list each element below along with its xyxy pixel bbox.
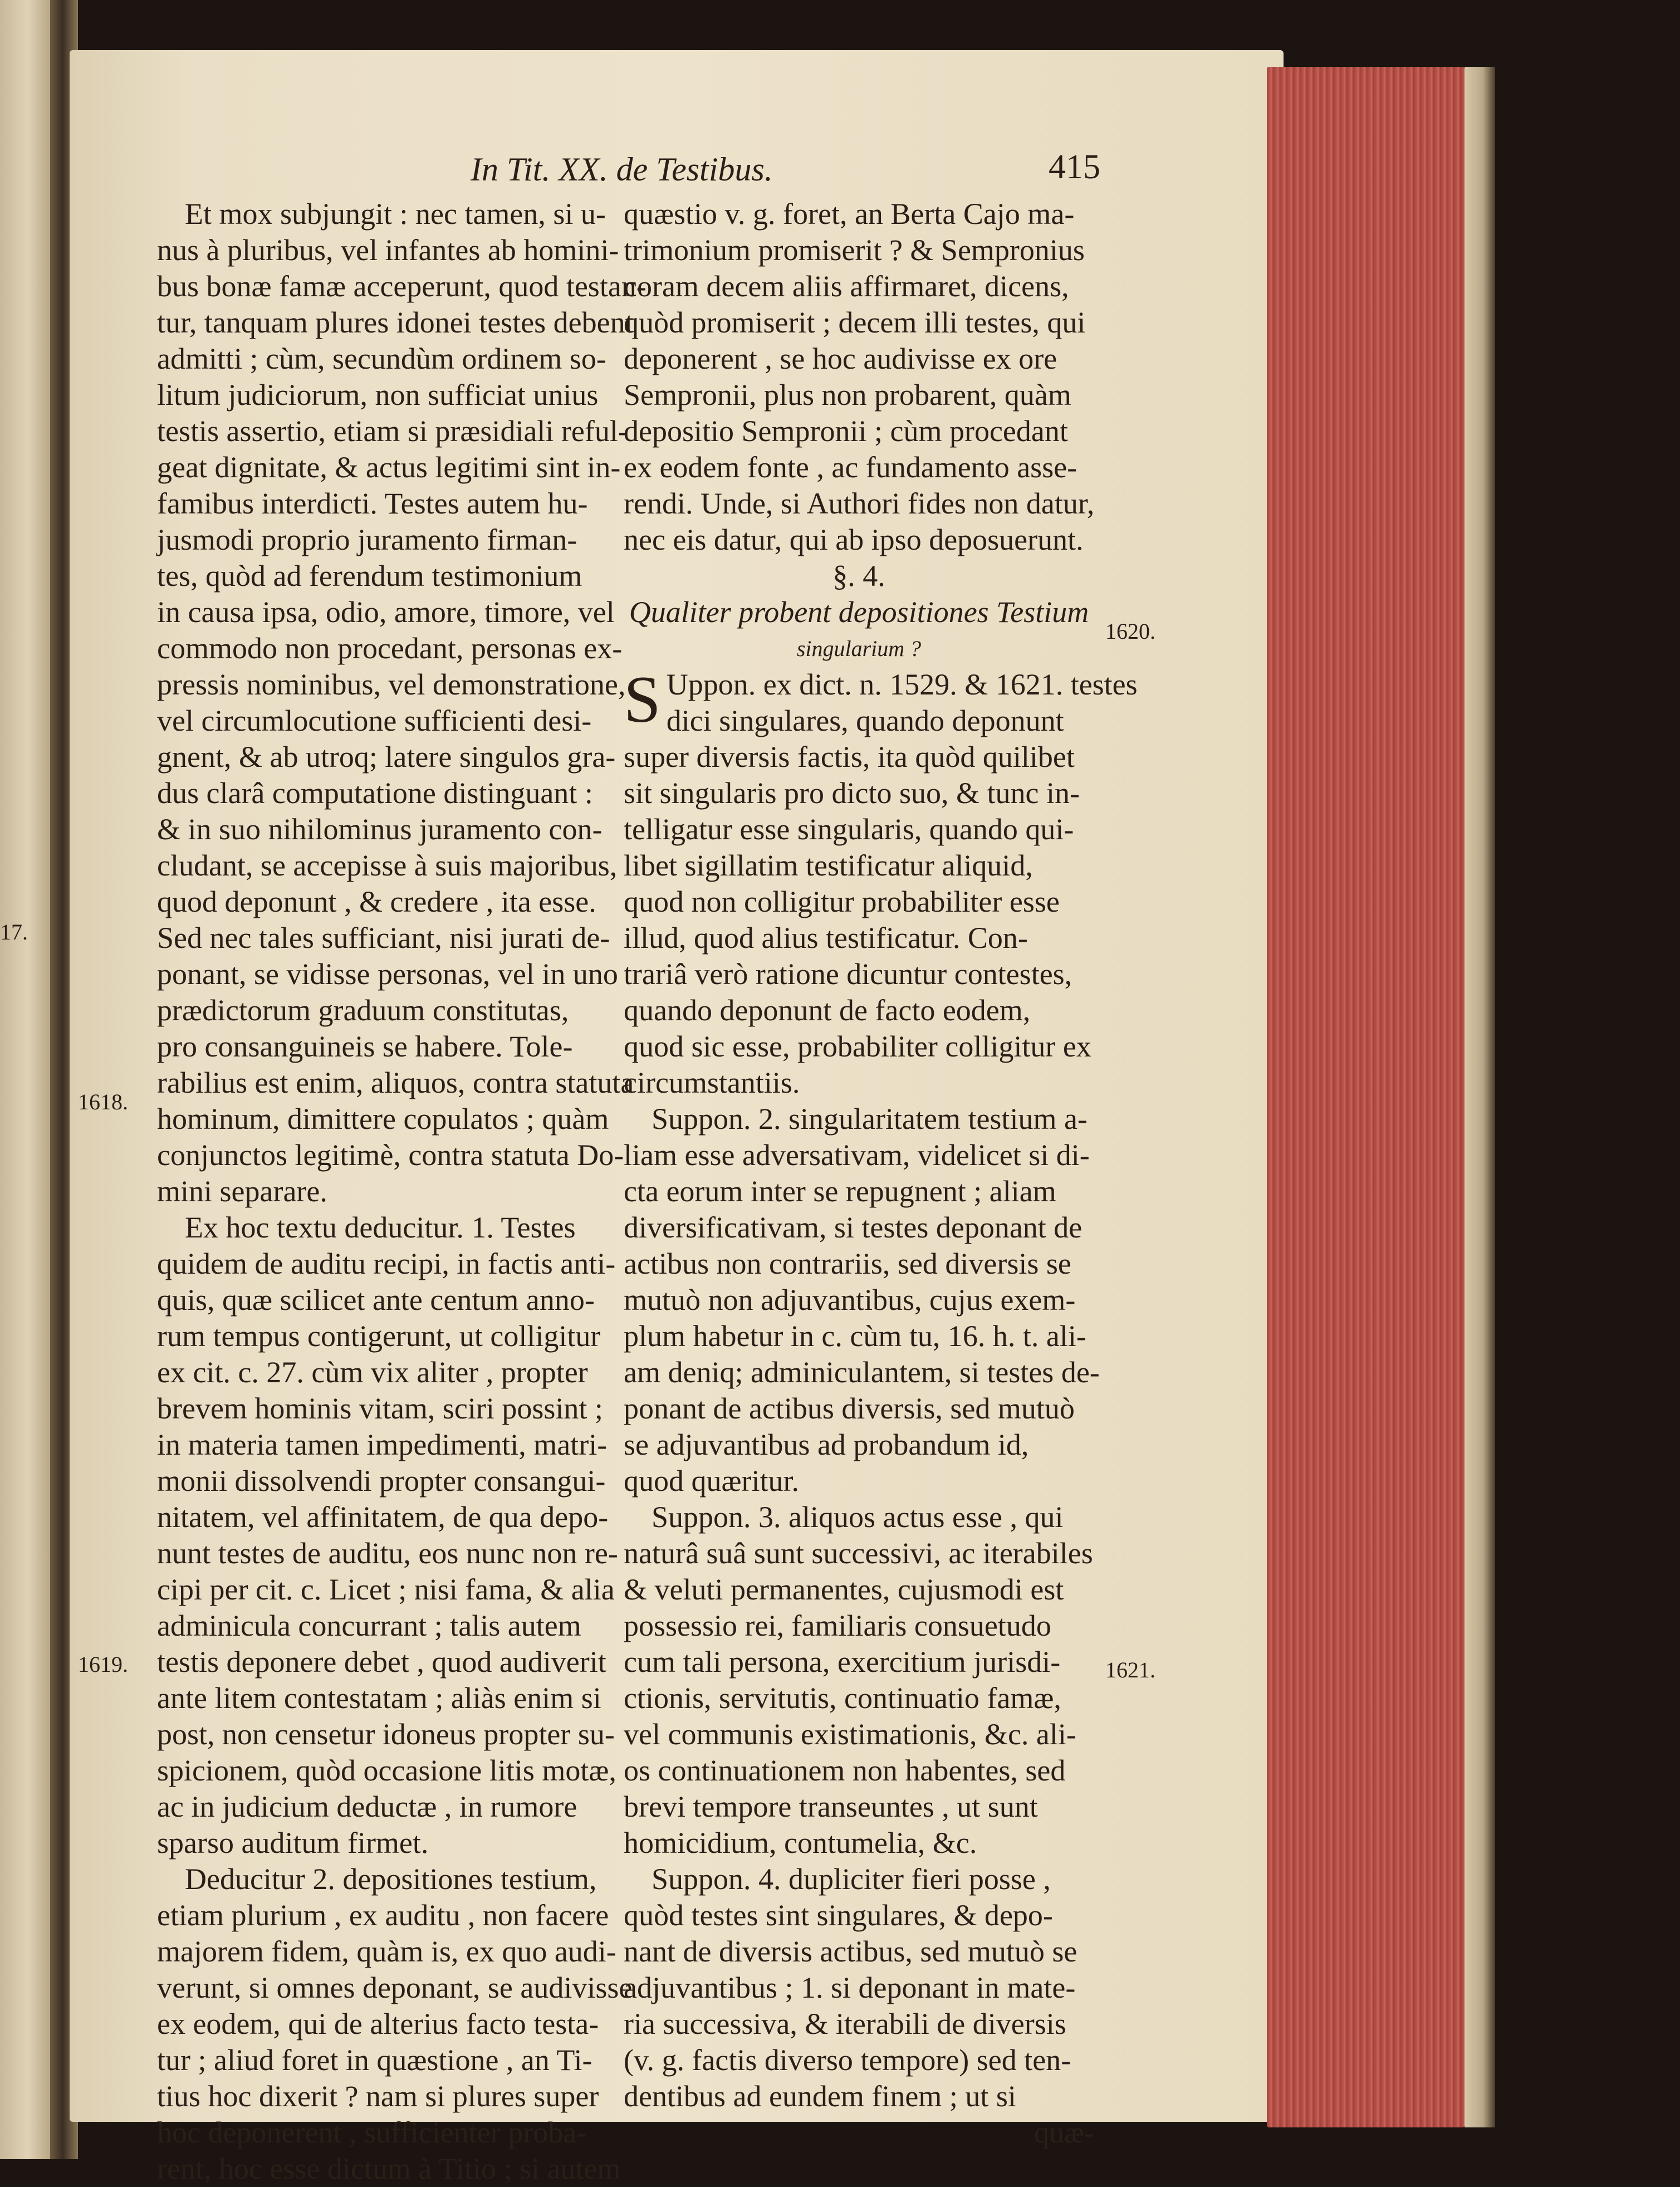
text-line: quòd testes sint singulares, & depo- xyxy=(624,1899,1053,1932)
left-text-column xyxy=(157,196,646,2187)
text-line: admitti ; cùm, secundùm ordinem so- xyxy=(157,342,606,375)
margin-number: 1621. xyxy=(1105,1657,1155,1682)
text-line: ante litem contestatam ; aliàs enim si xyxy=(157,1681,601,1715)
drop-cap: S xyxy=(624,662,661,736)
text-line: sit singularis pro dicto suo, & tunc in- xyxy=(624,776,1080,810)
text-line: actibus non contrariis, sed diversis se xyxy=(624,1247,1071,1280)
text-line: quando deponunt de facto eodem, xyxy=(624,994,1031,1027)
text-line: telligatur esse singularis, quando qui- xyxy=(624,813,1074,846)
text-line: libet sigillatim testificatur aliquid, xyxy=(624,849,1033,882)
catchword: quæ- xyxy=(1034,2116,1094,2149)
text-line: ex eodem fonte , ac fundamento asse- xyxy=(624,451,1077,484)
text-line: Suppon. 2. singularitatem testium a- xyxy=(652,1102,1088,1136)
text-line: dici singulares, quando deponunt xyxy=(666,704,1064,737)
text-line: Ex hoc textu deducitur. 1. Testes xyxy=(185,1211,576,1244)
text-line: ria successiva, & iterabili de diversis xyxy=(624,2007,1066,2041)
text-line: quod sic esse, probabiliter colligitur ex xyxy=(624,1030,1091,1063)
text-line: plum habetur in c. cùm tu, 16. h. t. ali- xyxy=(624,1319,1086,1353)
text-line: quòd promiserit ; decem illi testes, qui xyxy=(624,306,1086,339)
text-line: liam esse adversativam, videlicet si di- xyxy=(624,1138,1090,1172)
text-line: nec eis datur, qui ab ipso deposuerunt. xyxy=(624,523,1084,556)
text-line: mini separare. xyxy=(157,1175,327,1208)
text-line: trariâ verò ratione dicuntur contestes, xyxy=(624,957,1072,991)
text-line: pro consanguineis se habere. Tole- xyxy=(157,1030,573,1063)
text-line: quidem de auditu recipi, in factis anti- xyxy=(157,1247,616,1280)
section-text xyxy=(624,662,1138,2115)
text-line: homicidium, contumelia, &c. xyxy=(624,1826,977,1860)
text-line: ctionis, servitutis, continuatio famæ, xyxy=(624,1681,1061,1715)
text-line: rendi. Unde, si Authori fides non datur, xyxy=(624,487,1095,520)
text-line: tur, tanquam plures idonei testes debent xyxy=(157,306,634,339)
text-line: possessio rei, familiaris consuetudo xyxy=(624,1609,1051,1642)
text-line: nitatem, vel affinitatem, de qua depo- xyxy=(157,1500,609,1534)
text-line: super diversis factis, ita quòd quilibet xyxy=(624,740,1075,774)
text-line: ex eodem, qui de alterius facto testa- xyxy=(157,2007,599,2041)
text-line: vel circumlocutione sufficienti desi- xyxy=(157,704,592,737)
running-head: In Tit. XX. de Testibus. xyxy=(471,151,773,188)
text-line: Uppon. ex dict. n. 1529. & 1621. testes xyxy=(666,668,1138,701)
page-edge-shadow xyxy=(1465,67,1495,2127)
text-line: (v. g. factis diverso tempore) sed ten- xyxy=(624,2043,1071,2077)
text-line: rabilius est enim, aliquos, contra statuta xyxy=(157,1066,634,1099)
section-body xyxy=(624,662,1138,2115)
margin-number: 1620. xyxy=(1105,619,1155,644)
text-line: cludant, se accepisse à suis majoribus, xyxy=(157,849,618,882)
text-line: vel communis existimationis, &c. ali- xyxy=(624,1718,1076,1751)
text-line: in causa ipsa, odio, amore, timore, vel xyxy=(157,595,615,629)
text-line: Sempronii, plus non probarent, quàm xyxy=(624,378,1071,412)
text-line: in materia tamen impedimenti, matri- xyxy=(157,1428,608,1461)
text-line: trimonium promiserit ? & Sempronius xyxy=(624,233,1085,267)
text-line: illud, quod alius testificatur. Con- xyxy=(624,921,1028,955)
text-line: ac in judicium deductæ , in rumore xyxy=(157,1790,577,1823)
text-line: brevem hominis vitam, sciri possint ; xyxy=(157,1392,603,1425)
text-line: depositio Sempronii ; cùm procedant xyxy=(624,414,1068,448)
text-line: majorem fidem, quàm is, ex quo audi- xyxy=(157,1935,616,1968)
text-line: tes, quòd ad ferendum testimonium xyxy=(157,559,582,593)
margin-number: 1619. xyxy=(78,1652,128,1677)
section-title: Qualiter probent depositiones Testium xyxy=(629,595,1089,629)
text-line: brevi tempore transeuntes , ut sunt xyxy=(624,1790,1038,1823)
text-line: am deniq; adminiculantem, si testes de- xyxy=(624,1356,1100,1389)
text-line: cum tali persona, exercitium jurisdi- xyxy=(624,1645,1061,1679)
text-line: circumstantiis. xyxy=(624,1066,800,1099)
text-line: sparso auditum firmet. xyxy=(157,1826,429,1860)
text-line: monii dissolvendi propter consangui- xyxy=(157,1464,606,1498)
text-line: tius hoc dixerit ? nam si plures super xyxy=(157,2080,599,2113)
text-line: rum tempus contigerunt, ut colligitur xyxy=(157,1319,601,1353)
text-line: adjuvantibus ; 1. si deponant in mate- xyxy=(624,1971,1076,2004)
text-line: diversificativam, si testes deponant de xyxy=(624,1211,1083,1244)
text-line: ex cit. c. 27. cùm vix aliter , propter xyxy=(157,1356,588,1389)
text-line: gnent, & ab utroq; latere singulos gra- xyxy=(157,740,616,774)
text-line: deponerent , se hoc audivisse ex ore xyxy=(624,342,1057,375)
text-line: os continuationem non habentes, sed xyxy=(624,1754,1066,1787)
text-line: verunt, si omnes deponant, se audivisse xyxy=(157,1971,633,2004)
text-line: hoc deponerent , sufficienter proba- xyxy=(157,2116,587,2149)
text-line: etiam plurium , ex auditu , non facere xyxy=(157,1899,609,1932)
right-column-paragraph xyxy=(624,196,1094,558)
section-subtitle: singularium ? xyxy=(796,636,922,661)
text-line: Et mox subjungit : nec tamen, si u- xyxy=(185,197,606,231)
text-line: nunt testes de auditu, eos nunc non re- xyxy=(157,1537,618,1570)
text-line: Deducitur 2. depositiones testium, xyxy=(185,1862,597,1896)
text-line: rent, hoc esse dictum à Titio ; si autem xyxy=(157,2152,621,2185)
text-line: cipi per cit. c. Licet ; nisi fama, & alia xyxy=(157,1573,615,1606)
text-line: commodo non procedant, personas ex- xyxy=(157,632,623,665)
page-number: 415 xyxy=(1049,148,1100,186)
text-line: quod quæritur. xyxy=(624,1464,800,1498)
margin-number: 17. xyxy=(0,919,28,945)
text-line: quod deponunt , & credere , ita esse. xyxy=(157,885,596,918)
text-line: quis, quæ scilicet ante centum anno- xyxy=(157,1283,595,1317)
text-line: dentibus ad eundem finem ; ut si xyxy=(624,2080,1016,2113)
text-line: coram decem aliis affirmaret, dicens, xyxy=(624,270,1069,303)
text-line: pressis nominibus, vel demonstratione, xyxy=(157,668,626,701)
text-line: jusmodi proprio juramento firman- xyxy=(157,523,577,556)
text-line: adminicula concurrant ; talis autem xyxy=(157,1609,581,1642)
text-line: quæstio v. g. foret, an Berta Cajo ma- xyxy=(624,197,1075,231)
text-line: Suppon. 3. aliquos actus esse , qui xyxy=(652,1500,1064,1534)
text-line: dus clarâ computatione distinguant : xyxy=(157,776,593,810)
text-line: post, non censetur idoneus propter su- xyxy=(157,1718,615,1751)
text-line: prædictorum graduum constitutas, xyxy=(157,994,569,1027)
text-line: naturâ suâ sunt successivi, ac iterabiles xyxy=(624,1537,1093,1570)
text-line: testis deponere debet , quod audiverit xyxy=(157,1645,606,1679)
text-line: Sed nec tales sufficiant, nisi jurati de- xyxy=(157,921,610,955)
text-line: conjunctos legitimè, contra statuta Do- xyxy=(157,1138,624,1172)
text-line: geat dignitate, & actus legitimi sint in- xyxy=(157,451,621,484)
text-line: quod non colligitur probabiliter esse xyxy=(624,885,1060,918)
facing-page-edge xyxy=(0,0,50,2159)
text-line: & veluti permanentes, cujusmodi est xyxy=(624,1573,1064,1606)
text-line: nant de diversis actibus, sed mutuò se xyxy=(624,1935,1077,1968)
text-line: tur ; aliud foret in quæstione , an Ti- xyxy=(157,2043,592,2077)
text-line: litum judiciorum, non sufficiat unius xyxy=(157,378,599,412)
text-line: testis assertio, etiam si præsidiali reful- xyxy=(157,414,628,448)
text-line: ponant de actibus diversis, sed mutuò xyxy=(624,1392,1075,1425)
text-line: mutuò non adjuvantibus, cujus exem- xyxy=(624,1283,1076,1317)
text-line: bus bonæ famæ acceperunt, quod testan- xyxy=(157,270,646,303)
text-line: famibus interdicti. Testes autem hu- xyxy=(157,487,588,520)
text-line: se adjuvantibus ad probandum id, xyxy=(624,1428,1029,1461)
margin-number: 1618. xyxy=(78,1089,128,1114)
section-number: §. 4. xyxy=(832,559,885,593)
text-line: ponant, se vidisse personas, vel in uno xyxy=(157,957,618,991)
text-line: hominum, dimittere copulatos ; quàm xyxy=(157,1102,609,1136)
red-page-edges xyxy=(1267,67,1465,2127)
text-line: cta eorum inter se repugnent ; aliam xyxy=(624,1175,1056,1208)
text-line: Suppon. 4. dupliciter fieri posse , xyxy=(652,1862,1051,1896)
text-line: nus à pluribus, vel infantes ab homini- xyxy=(157,233,619,267)
text-line: & in suo nihilominus juramento con- xyxy=(157,813,603,846)
text-line: spicionem, quòd occasione litis motæ, xyxy=(157,1754,616,1787)
